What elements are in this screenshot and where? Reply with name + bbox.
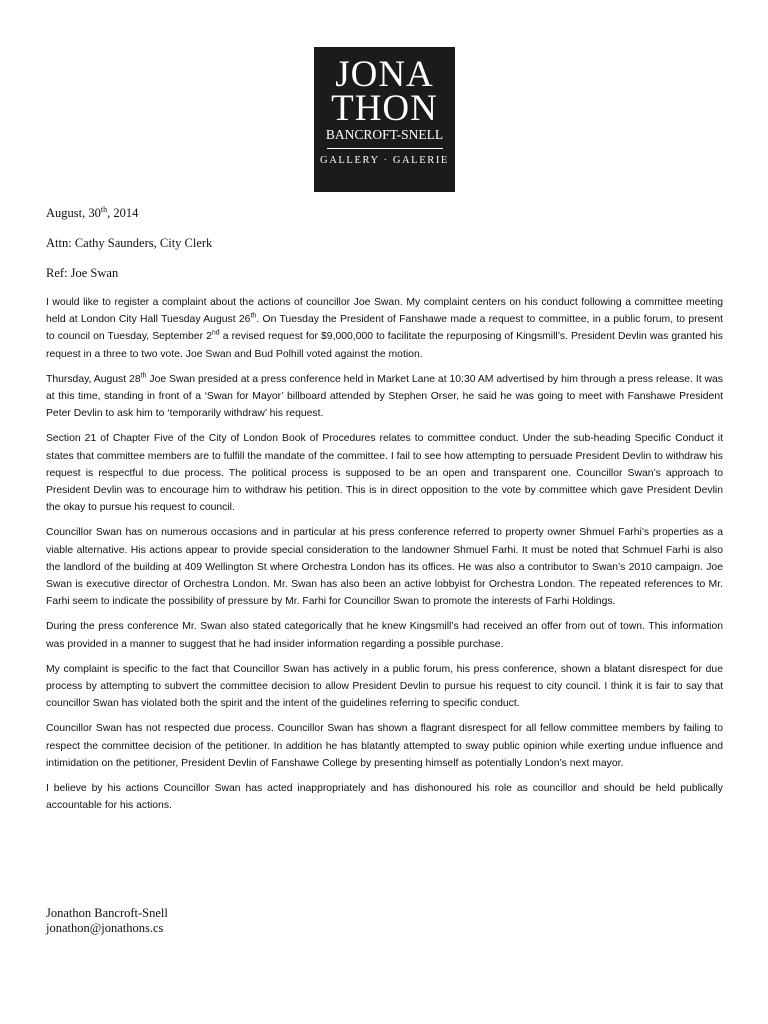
- paragraph-1-part-b: . On Tuesday the President of Fanshawe made a request to committee, in a public forum, to present to council on Tuesday, September 2: [46, 314, 723, 343]
- date-text: August, 30: [46, 206, 101, 220]
- logo-line-1: JONA: [335, 54, 434, 95]
- paragraph-2-ordinal: th: [140, 372, 147, 380]
- paragraph-1: [46, 294, 723, 363]
- paragraph-8: I believe by his actions Councillor Swan has acted inappropriately and has dishonoured his role as councillor and should be held publically accountable for his actions.: [46, 783, 723, 812]
- paragraph-2: [46, 371, 723, 423]
- paragraph-3: Section 21 of Chapter Five of the City of London Book of Procedures relates to committee conduct. Under the sub-heading Specific Conduct it states that committee members are to fulfill the mandate of the committee. I fail to see how attempting to persuade President Devlin to withdraw his request is respectful to due process. The political process is supposed to be an open and transparent one. Councillor Swan’s approach to President Devlin was to encourage him to withdraw his petition. This is in direct opposition to the vote by committee which gave President Devlin the okay to pursue his request to council.: [46, 433, 723, 514]
- paragraph-5: During the press conference Mr. Swan also stated categorically that he knew Kingsmill’s had received an offer from out of town. This information was provided in a manner to suggest that he had insider information regarding a possible purchase.: [46, 621, 723, 650]
- paragraph-1-ordinal-2: nd: [211, 329, 220, 337]
- paragraph-2-part-b: Joe Swan presided at a press conference held in Market Lane at 10:30 AM advertised by him through a press release. It was at this time, standing in front of a ‘Swan for Mayor’ billboard attended by Stephen Orser, he said he was going to meet with Fanshawe President Peter Devlin to ask him to ‘temporarily withdraw’ his request.: [46, 373, 723, 420]
- paragraph-6: My complaint is specific to the fact that Councillor Swan has actively in a public forum, his press conference, shown a blatant disrespect for due process by attempting to subvert the committee decision to allow President Devlin to pursue his request to city council. I think it is fair to say that councillor Swan has violated both the spirit and the intent of the guidelines referring to specific conduct.: [46, 663, 723, 710]
- logo-line-4: GALLERY · GALERIE: [320, 155, 449, 166]
- letter-body: [46, 294, 723, 822]
- paragraph-1-part-a: I would like to register a complaint about the actions of councillor Joe Swan. My complaint centers on his conduct following a committee meeting held at London City Hall Tuesday August 26: [46, 297, 723, 326]
- letter-reference: Ref: Joe Swan: [46, 266, 119, 280]
- logo-line-3: BANCROFT-SNELL: [325, 127, 444, 142]
- paragraph-7: Councillor Swan has not respected due process. Councillor Swan has shown a flagrant disrespect for all fellow committee members by failing to respect the committee decision of the petitioner. In addition he has blatantly attempted to sway public opinion while exerting undue influence and intimidation on the petitioner, President Devlin of Fanshawe College by presenting himself as potentially London’s next mayor.: [46, 723, 723, 769]
- paragraph-4: Councillor Swan has on numerous occasions and in particular at his press conference referred to property owner Shmuel Farhi’s properties as a viable alternative. His actions appear to provide special consideration to the landowner Shmuel Farhi. It must be noted that Schmuel Farhi is also the landlord of the building at 409 Wellington St where Orchestra London has its offices. He was also a contributor to Swan’s 2010 campaign. Joe Swan is executive director of Orchestra London. Mr. Swan has also been an active lobbyist for Orchestra London. The repeated references to Mr. Farhi seem to indicate the possibility of pressure by Mr. Farhi for Councillor Swan to promote the interests of Farhi Holdings.: [46, 527, 723, 608]
- date-year: , 2014: [107, 206, 139, 220]
- date-ordinal: th: [100, 204, 108, 214]
- logo-line-2: THON: [331, 88, 438, 129]
- paragraph-2-part-a: Thursday, August 28: [46, 373, 141, 385]
- logo-divider: [327, 148, 443, 149]
- letter-attention: Attn: Cathy Saunders, City Clerk: [46, 236, 213, 250]
- paragraph-1-part-c: a revised request for $9,000,000 to facilitate the repurposing of Kingsmill’s. President Devlin was granted his request in a three to two vote. Joe Swan and Bud Polhill voted against the motion.: [46, 331, 723, 360]
- signature-name: Jonathon Bancroft-Snell: [46, 906, 168, 920]
- paragraph-1-ordinal-1: th: [250, 312, 257, 320]
- letter-date: [46, 205, 138, 221]
- signature-email: jonathon@jonathons.cs: [46, 921, 164, 935]
- gallery-logo: [314, 47, 455, 192]
